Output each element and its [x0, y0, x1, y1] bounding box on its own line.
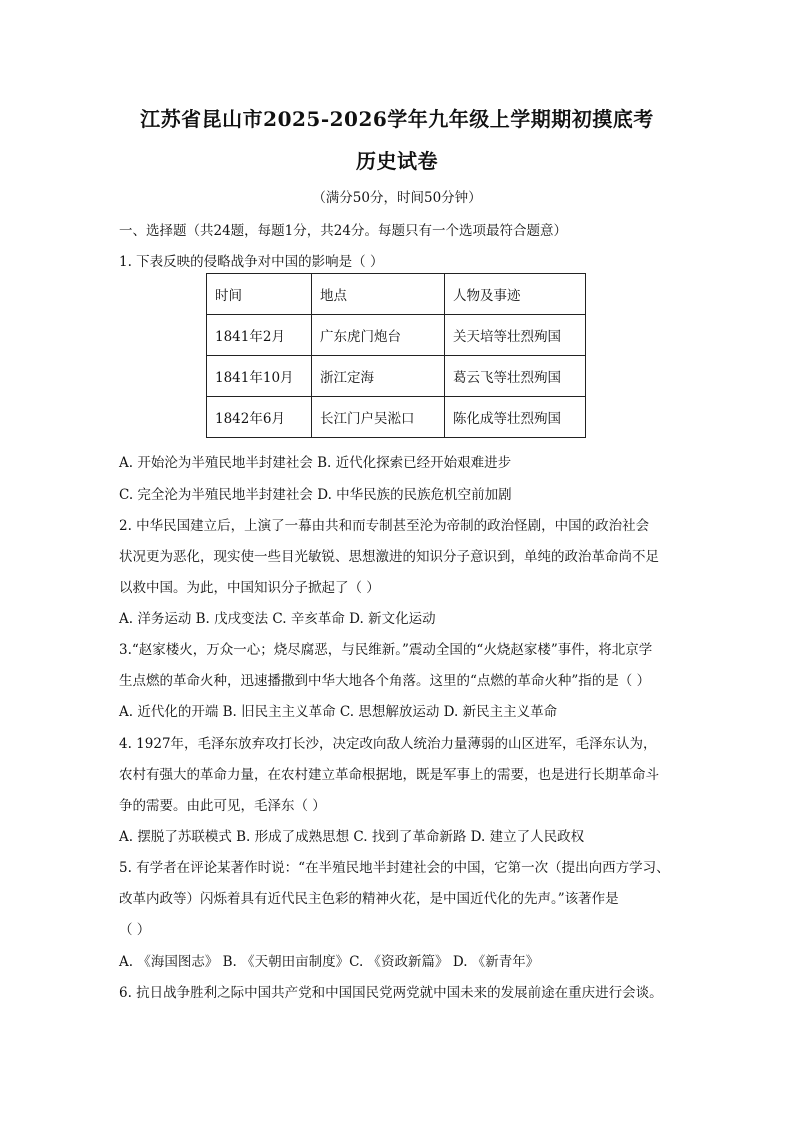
table-cell: 长江门户吴淞口	[312, 397, 445, 438]
q6-stem-line1: 6. 抗日战争胜利之际中国共产党和中国国民党两党就中国未来的发展前途在重庆进行会谈。	[119, 985, 663, 1001]
section-heading: 一、选择题（共24题，每题1分，共24分。每题只有一个选项最符合题意）	[119, 223, 567, 239]
table-cell: 1842年6月	[207, 397, 312, 438]
q5-stem-line3: （ ）	[119, 922, 151, 938]
exam-subtitle: （满分50分，时间50分钟）	[312, 190, 482, 206]
q5-stem-line2: 改革内政等）闪烁着具有近代民主色彩的精神火花，是中国近代化的先声。”该著作是	[119, 891, 619, 907]
q1-stem: 1. 下表反映的侵略战争对中国的影响是（ ）	[119, 254, 384, 270]
table-row	[207, 356, 586, 397]
q5-stem-line1: 5. 有学者在评论某著作时说：“在半殖民地半封建社会的中国，它第一次（提出向西方学习、	[119, 860, 670, 876]
q2-options: A. 洋务运动 B. 戊戌变法 C. 辛亥革命 D. 新文化运动	[119, 611, 436, 627]
exam-title-line1: 江苏省昆山市2025-2026学年九年级上学期期初摸底考	[140, 107, 654, 131]
table-header-cell: 时间	[207, 274, 312, 315]
q2-stem-line3: 以救中国。为此，中国知识分子掀起了（ ）	[119, 580, 380, 596]
table-header-cell: 地点	[312, 274, 445, 315]
table-cell: 陈化成等壮烈殉国	[445, 397, 586, 438]
table-cell: 关天培等壮烈殉国	[445, 315, 586, 356]
table-cell: 1841年10月	[207, 356, 312, 397]
q4-stem-line3: 争的需要。由此可见，毛泽东（ ）	[119, 798, 326, 814]
q1-options-ab: A. 开始沦为半殖民地半封建社会 B. 近代化探索已经开始艰难进步	[119, 455, 512, 471]
table-row	[207, 397, 586, 438]
q3-options: A. 近代化的开端 B. 旧民主主义革命 C. 思想解放运动 D. 新民主主义革命	[119, 704, 558, 720]
q4-stem-line1: 4. 1927年，毛泽东放弃攻打长沙，决定改向敌人统治力量薄弱的山区进军，毛泽东认为，	[119, 736, 657, 752]
q3-stem-line2: 生点燃的革命火种，迅速播撒到中华大地各个角落。这里的“点燃的革命火种”指的是（ ）	[119, 673, 651, 689]
q2-stem-line1: 2. 中华民国建立后，上演了一幕由共和而专制甚至沦为帝制的政治怪剧，中国的政治社会	[119, 518, 650, 534]
q4-options: A. 摆脱了苏联模式 B. 形成了成熟思想 C. 找到了革命新路 D. 建立了人民政权	[119, 829, 585, 845]
table-cell: 1841年2月	[207, 315, 312, 356]
q3-stem-line1: 3.“赵家楼火，万众一心；烧尽腐恶，与民维新。”震动全国的“火烧赵家楼”事件，将北京学	[119, 642, 653, 658]
q2-stem-line2: 状况更为恶化，现实使一些目光敏锐、思想激进的知识分子意识到，单纯的政治革命尚不足	[119, 549, 659, 565]
exam-title-line2: 历史试卷	[356, 149, 438, 173]
q1-table	[206, 273, 586, 438]
table-header-cell: 人物及事迹	[445, 274, 586, 315]
q1-options-cd: C. 完全沦为半殖民地半封建社会 D. 中华民族的民族危机空前加剧	[119, 487, 512, 503]
q5-options: A. 《海国图志》 B. 《天朝田亩制度》C. 《资政新篇》 D. 《新青年》	[119, 954, 540, 970]
table-cell: 浙江定海	[312, 356, 445, 397]
table-row	[207, 315, 586, 356]
table-header-row	[207, 274, 586, 315]
table-cell: 广东虎门炮台	[312, 315, 445, 356]
q4-stem-line2: 农村有强大的革命力量，在农村建立革命根据地，既是军事上的需要，也是进行长期革命斗	[119, 767, 659, 783]
table-cell: 葛云飞等壮烈殉国	[445, 356, 586, 397]
